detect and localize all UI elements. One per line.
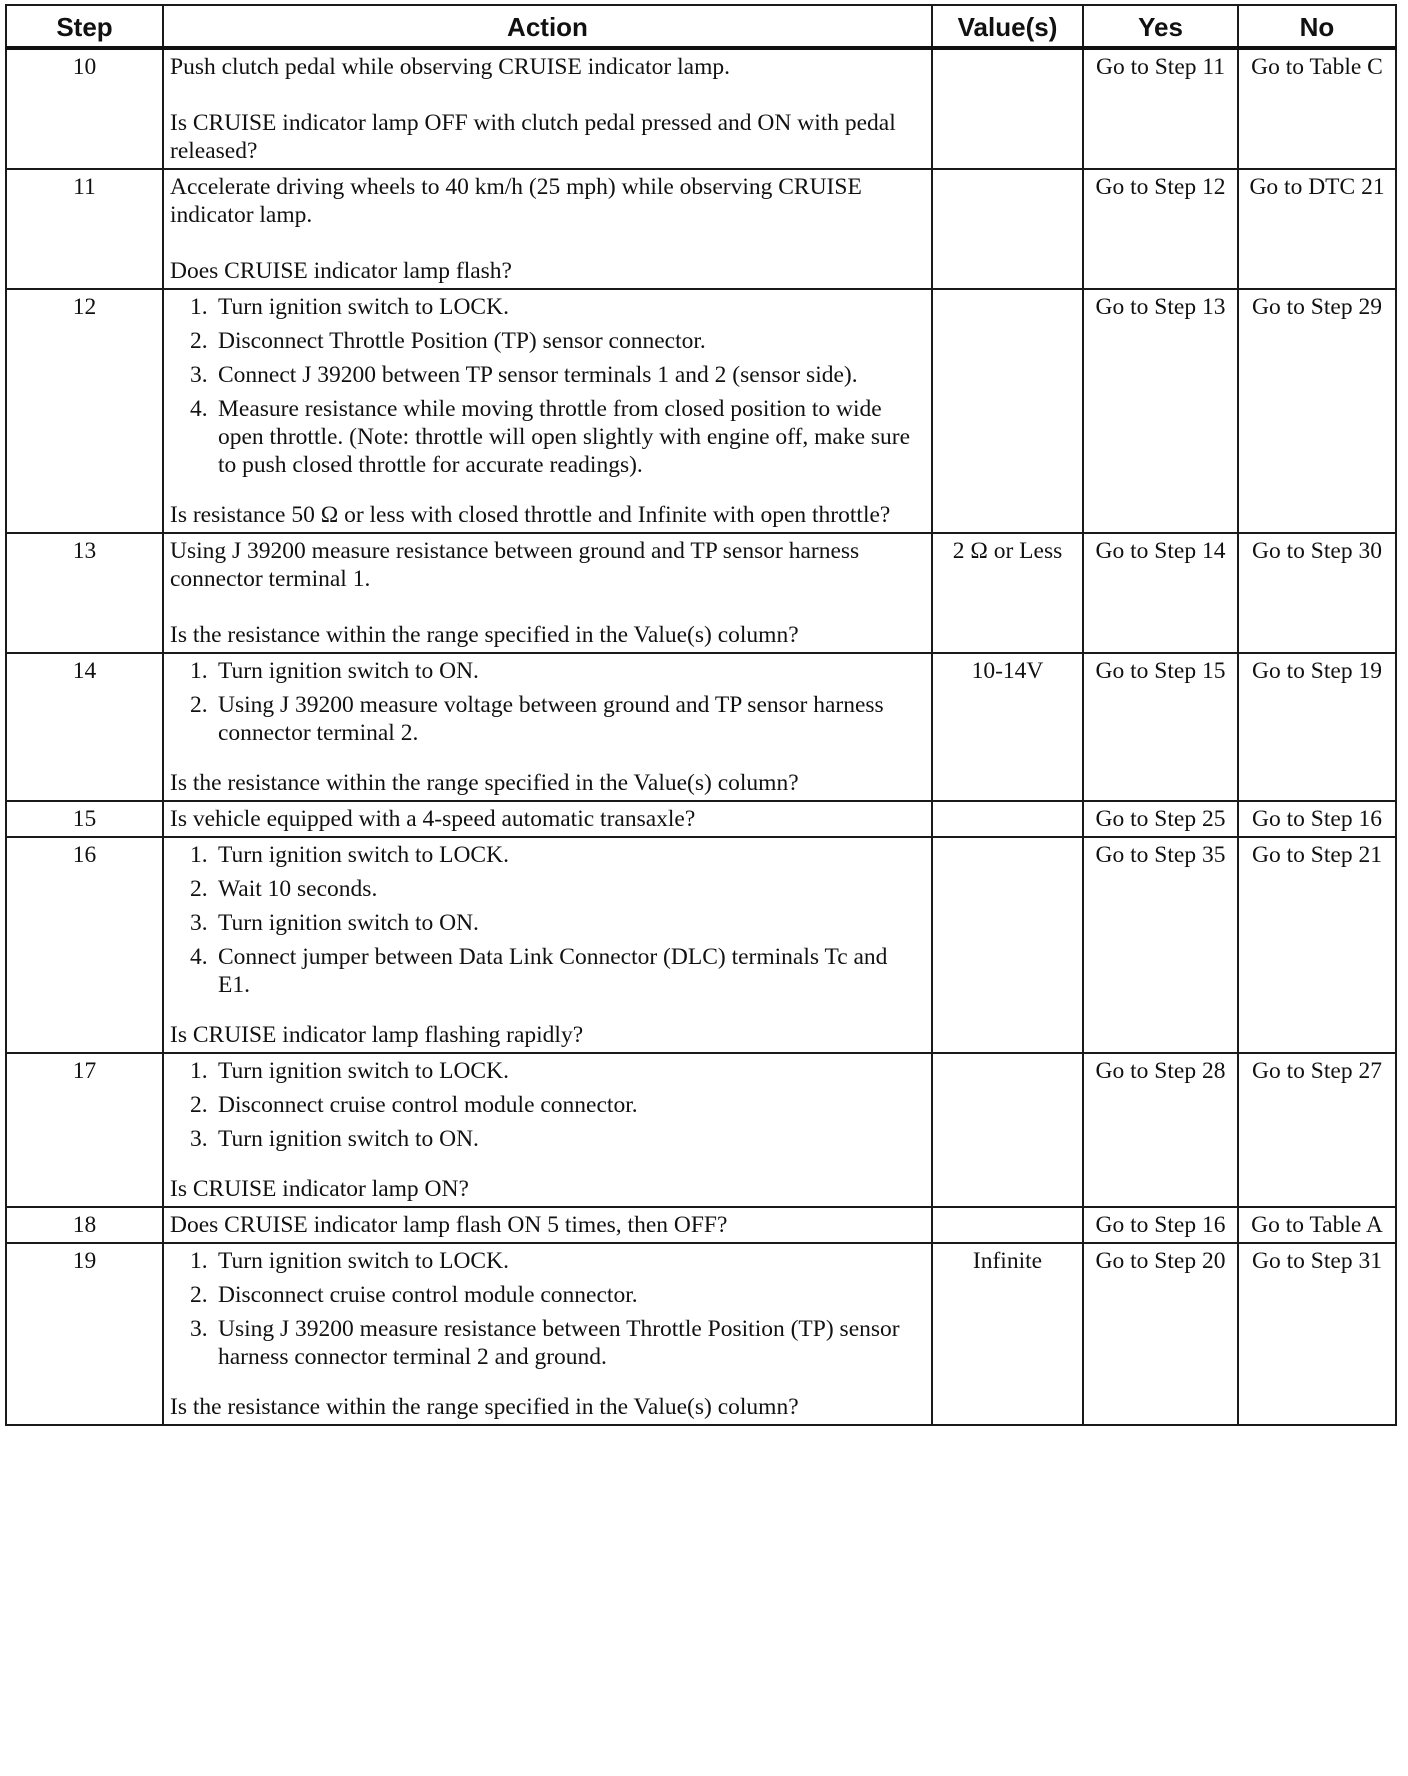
value-cell bbox=[932, 48, 1083, 169]
step-number: 13 bbox=[6, 533, 163, 653]
table-row bbox=[6, 533, 1396, 653]
table-row bbox=[6, 801, 1396, 837]
action-step-item bbox=[170, 909, 925, 937]
header-row bbox=[6, 5, 1396, 48]
no-cell: Go to Step 29 bbox=[1238, 289, 1396, 533]
action-step-number: 3. bbox=[190, 362, 208, 388]
action-step-text: Turn ignition switch to LOCK. bbox=[218, 842, 509, 868]
action-step-number: 2. bbox=[190, 1282, 208, 1308]
value-cell bbox=[932, 289, 1083, 533]
value-cell: Infinite bbox=[932, 1243, 1083, 1425]
action-steps-list bbox=[170, 1057, 925, 1153]
action-step-item bbox=[170, 293, 925, 321]
action-step-number: 1. bbox=[190, 1248, 208, 1274]
action-step-number: 1. bbox=[190, 842, 208, 868]
action-question: Does CRUISE indicator lamp flash? bbox=[170, 258, 512, 284]
step-number: 11 bbox=[6, 169, 163, 289]
value-cell: 10-14V bbox=[932, 653, 1083, 801]
yes-cell: Go to Step 14 bbox=[1083, 533, 1238, 653]
action-steps-list bbox=[170, 293, 925, 479]
action-step-number: 2. bbox=[190, 692, 208, 718]
step-number: 12 bbox=[6, 289, 163, 533]
step-number: 10 bbox=[6, 48, 163, 169]
yes-cell: Go to Step 13 bbox=[1083, 289, 1238, 533]
action-step-item bbox=[170, 1125, 925, 1153]
action-step-number: 3. bbox=[190, 1316, 208, 1342]
no-cell: Go to Step 27 bbox=[1238, 1053, 1396, 1207]
header-action: Action bbox=[163, 5, 932, 48]
action-steps-list bbox=[170, 1247, 925, 1371]
action-cell bbox=[163, 837, 932, 1053]
yes-cell: Go to Step 25 bbox=[1083, 801, 1238, 837]
action-step-item bbox=[170, 943, 925, 999]
table-row bbox=[6, 169, 1396, 289]
action-question: Is the resistance within the range specified in the Value(s) column? bbox=[170, 622, 799, 648]
action-steps-list bbox=[170, 841, 925, 999]
yes-cell: Go to Step 11 bbox=[1083, 48, 1238, 169]
no-cell: Go to DTC 21 bbox=[1238, 169, 1396, 289]
action-text: Accelerate driving wheels to 40 km/h (25 mph) while observing CRUISE indicator lamp. bbox=[170, 174, 862, 228]
action-cell bbox=[163, 653, 932, 801]
action-step-text: Disconnect cruise control module connector. bbox=[218, 1282, 638, 1308]
action-step-item bbox=[170, 841, 925, 869]
action-step-item bbox=[170, 691, 925, 747]
no-cell: Go to Step 19 bbox=[1238, 653, 1396, 801]
action-step-text: Turn ignition switch to ON. bbox=[218, 910, 479, 936]
action-cell bbox=[163, 48, 932, 169]
action-step-text: Wait 10 seconds. bbox=[218, 876, 378, 902]
action-step-number: 3. bbox=[190, 910, 208, 936]
diagnostic-table bbox=[5, 4, 1397, 1426]
table-row bbox=[6, 837, 1396, 1053]
value-cell bbox=[932, 1053, 1083, 1207]
no-cell: Go to Step 21 bbox=[1238, 837, 1396, 1053]
value-cell bbox=[932, 837, 1083, 1053]
action-step-number: 2. bbox=[190, 876, 208, 902]
action-cell bbox=[163, 1053, 932, 1207]
action-cell bbox=[163, 169, 932, 289]
action-question: Is the resistance within the range specified in the Value(s) column? bbox=[170, 770, 799, 796]
action-step-item bbox=[170, 1315, 925, 1371]
step-number: 18 bbox=[6, 1207, 163, 1243]
action-step-text: Turn ignition switch to LOCK. bbox=[218, 294, 509, 320]
table-row bbox=[6, 48, 1396, 169]
action-step-text: Using J 39200 measure voltage between ground and TP sensor harness connector terminal 2. bbox=[218, 692, 884, 746]
no-cell: Go to Step 31 bbox=[1238, 1243, 1396, 1425]
action-step-item bbox=[170, 1281, 925, 1309]
action-question: Is resistance 50 Ω or less with closed throttle and Infinite with open throttle? bbox=[170, 502, 891, 528]
table-row bbox=[6, 289, 1396, 533]
action-step-item bbox=[170, 657, 925, 685]
yes-cell: Go to Step 15 bbox=[1083, 653, 1238, 801]
action-step-number: 1. bbox=[190, 1058, 208, 1084]
action-step-text: Disconnect Throttle Position (TP) sensor connector. bbox=[218, 328, 706, 354]
action-text: Push clutch pedal while observing CRUISE indicator lamp. bbox=[170, 54, 730, 80]
action-step-number: 2. bbox=[190, 1092, 208, 1118]
value-cell bbox=[932, 801, 1083, 837]
action-step-number: 1. bbox=[190, 294, 208, 320]
action-question: Is CRUISE indicator lamp ON? bbox=[170, 1176, 469, 1202]
table-body bbox=[6, 48, 1396, 1425]
yes-cell: Go to Step 20 bbox=[1083, 1243, 1238, 1425]
action-step-item bbox=[170, 1247, 925, 1275]
yes-cell: Go to Step 12 bbox=[1083, 169, 1238, 289]
step-number: 19 bbox=[6, 1243, 163, 1425]
header-step: Step bbox=[6, 5, 163, 48]
action-step-text: Turn ignition switch to ON. bbox=[218, 658, 479, 684]
action-step-number: 2. bbox=[190, 328, 208, 354]
value-cell bbox=[932, 169, 1083, 289]
action-step-text: Disconnect cruise control module connector. bbox=[218, 1092, 638, 1118]
action-step-item bbox=[170, 361, 925, 389]
header-yes: Yes bbox=[1083, 5, 1238, 48]
action-step-text: Using J 39200 measure resistance between Throttle Position (TP) sensor harness connector terminal 2 and ground. bbox=[218, 1316, 900, 1370]
step-number: 16 bbox=[6, 837, 163, 1053]
table-row bbox=[6, 1243, 1396, 1425]
header-no: No bbox=[1238, 5, 1396, 48]
action-question: Is CRUISE indicator lamp OFF with clutch pedal pressed and ON with pedal released? bbox=[170, 110, 896, 164]
action-steps-list bbox=[170, 657, 925, 747]
yes-cell: Go to Step 16 bbox=[1083, 1207, 1238, 1243]
action-question: Is CRUISE indicator lamp flashing rapidly? bbox=[170, 1022, 584, 1048]
action-text: Using J 39200 measure resistance between ground and TP sensor harness connector terminal 1. bbox=[170, 538, 860, 592]
no-cell: Go to Step 30 bbox=[1238, 533, 1396, 653]
yes-cell: Go to Step 35 bbox=[1083, 837, 1238, 1053]
no-cell: Go to Table C bbox=[1238, 48, 1396, 169]
step-number: 14 bbox=[6, 653, 163, 801]
action-step-number: 4. bbox=[190, 396, 208, 422]
step-number: 17 bbox=[6, 1053, 163, 1207]
yes-cell: Go to Step 28 bbox=[1083, 1053, 1238, 1207]
value-cell: 2 Ω or Less bbox=[932, 533, 1083, 653]
action-cell bbox=[163, 1243, 932, 1425]
header-values: Value(s) bbox=[932, 5, 1083, 48]
action-step-text: Turn ignition switch to ON. bbox=[218, 1126, 479, 1152]
action-step-item bbox=[170, 395, 925, 479]
action-step-number: 3. bbox=[190, 1126, 208, 1152]
action-cell bbox=[163, 533, 932, 653]
action-text: Does CRUISE indicator lamp flash ON 5 times, then OFF? bbox=[170, 1212, 728, 1238]
action-step-item bbox=[170, 1057, 925, 1085]
action-step-text: Measure resistance while moving throttle from closed position to wide open throttle. (Note: throttle will open slightly with engine off, make sure to push closed throttle for accurate readings). bbox=[218, 396, 911, 478]
action-question: Is the resistance within the range specified in the Value(s) column? bbox=[170, 1394, 799, 1420]
value-cell bbox=[932, 1207, 1083, 1243]
action-step-text: Turn ignition switch to LOCK. bbox=[218, 1248, 509, 1274]
action-cell bbox=[163, 289, 932, 533]
action-cell bbox=[163, 1207, 932, 1243]
table-row bbox=[6, 1053, 1396, 1207]
action-step-item bbox=[170, 875, 925, 903]
table-row bbox=[6, 1207, 1396, 1243]
action-step-item bbox=[170, 1091, 925, 1119]
no-cell: Go to Step 16 bbox=[1238, 801, 1396, 837]
action-step-item bbox=[170, 327, 925, 355]
action-step-number: 4. bbox=[190, 944, 208, 970]
action-step-text: Connect jumper between Data Link Connector (DLC) terminals Tc and E1. bbox=[218, 944, 888, 998]
table-row bbox=[6, 653, 1396, 801]
action-text: Is vehicle equipped with a 4-speed automatic transaxle? bbox=[170, 806, 696, 832]
no-cell: Go to Table A bbox=[1238, 1207, 1396, 1243]
step-number: 15 bbox=[6, 801, 163, 837]
action-step-text: Connect J 39200 between TP sensor terminals 1 and 2 (sensor side). bbox=[218, 362, 858, 388]
action-cell bbox=[163, 801, 932, 837]
action-step-number: 1. bbox=[190, 658, 208, 684]
action-step-text: Turn ignition switch to LOCK. bbox=[218, 1058, 509, 1084]
